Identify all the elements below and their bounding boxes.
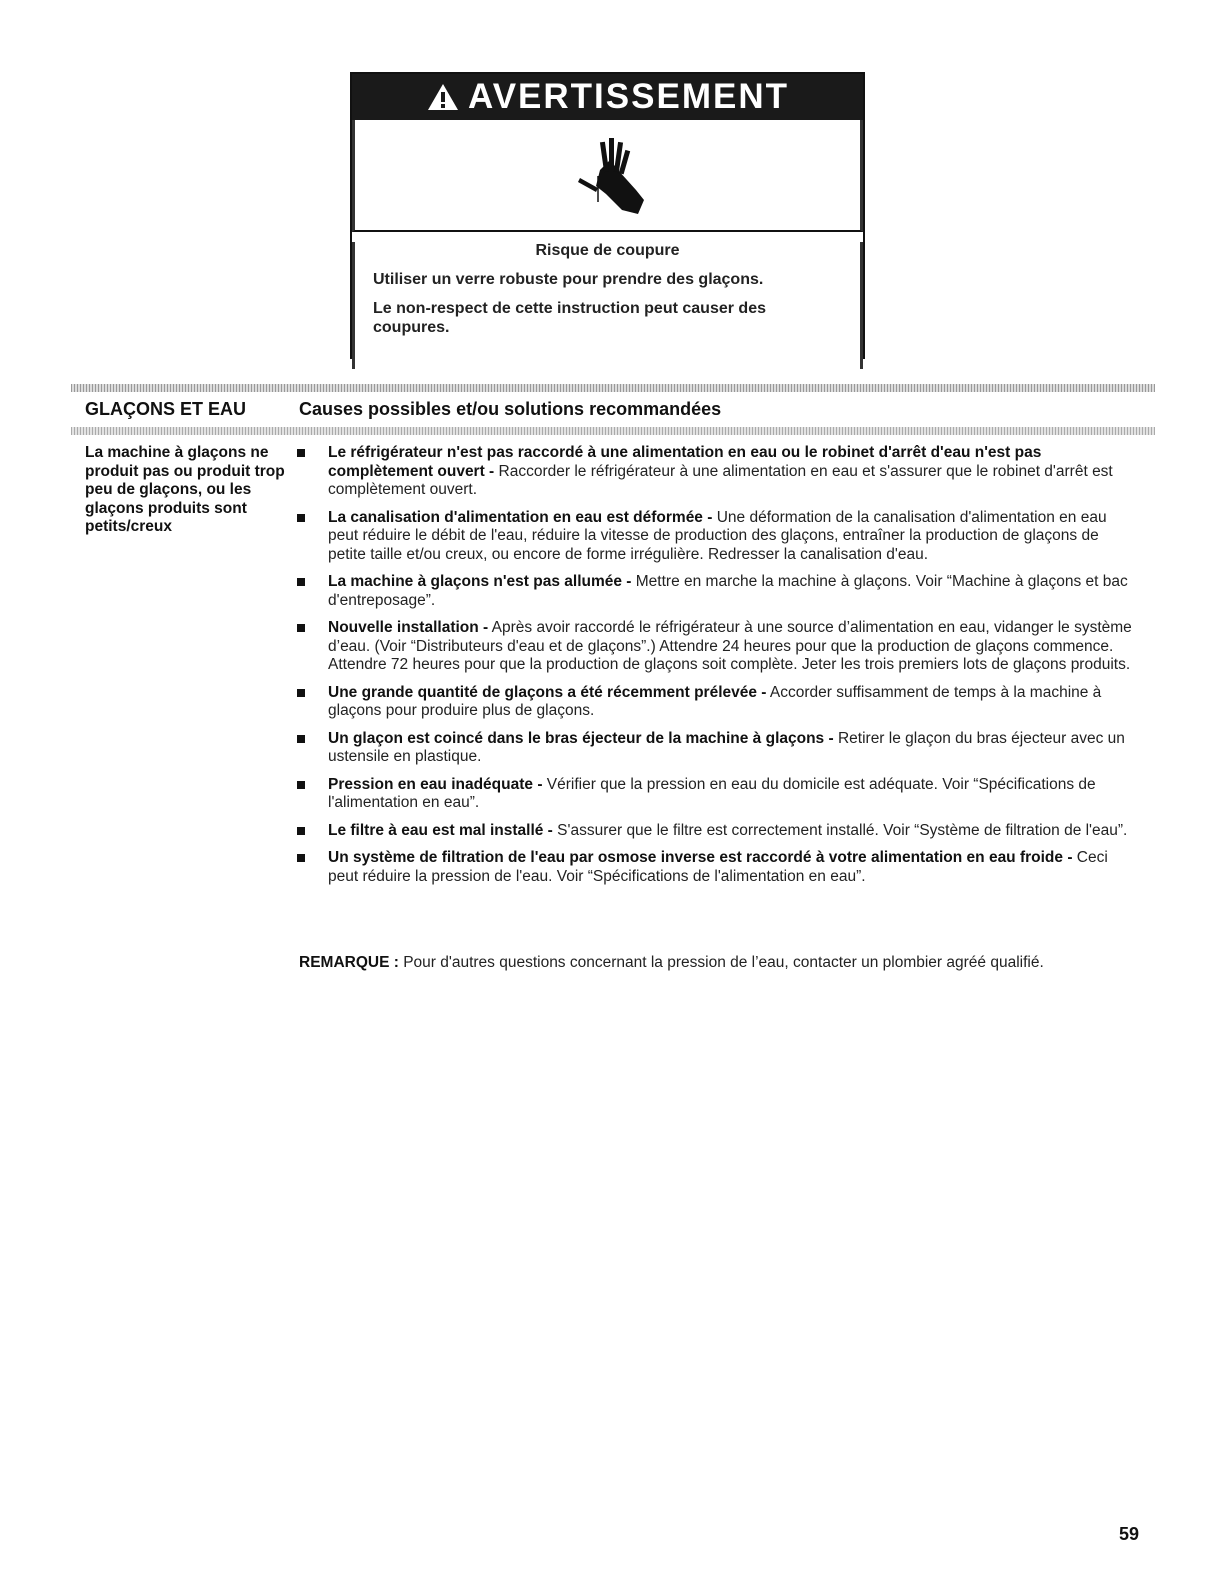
bullet-icon bbox=[297, 781, 305, 789]
warning-title: Risque de coupure bbox=[535, 242, 680, 259]
warning-box bbox=[350, 72, 865, 359]
bullet-icon bbox=[297, 735, 305, 743]
column-header-problem: GLAÇONS ET EAU bbox=[85, 399, 247, 419]
list-item: Le réfrigérateur n'est pas raccordé à une alimentation en eau ou le robinet d'arrêt d'eau n'est pas complètement ouvert - Raccorder le réfrigérateur à une alimentation en eau et s'assurer que le robinet d'arrêt est complètement ouvert. bbox=[294, 444, 1134, 500]
list-item: Un système de filtration de l'eau par osmose inverse est raccordé à votre alimentation en eau froide - Ceci peut réduire la pression de l'eau. Voir “Spécifications de l'alimentation en eau”. bbox=[294, 849, 1134, 886]
bullet-icon bbox=[297, 689, 305, 697]
remark-label: REMARQUE : bbox=[299, 954, 399, 971]
warning-icon-band bbox=[352, 120, 863, 232]
solutions-list bbox=[294, 444, 1134, 895]
warning-consequence: Le non-respect de cette instruction peut causer des coupures. bbox=[373, 300, 766, 336]
warning-triangle-icon bbox=[426, 82, 460, 112]
bullet-icon bbox=[297, 514, 305, 522]
warning-instruction: Utiliser un verre robuste pour prendre des glaçons. bbox=[373, 271, 764, 288]
table-header-rule bbox=[71, 427, 1155, 435]
list-item: Une grande quantité de glaçons a été récemment prélevée - Accorder suffisamment de temps à la machine à glaçons pour produire plus de glaçons. bbox=[294, 684, 1134, 721]
list-item: La machine à glaçons n'est pas allumée - Mettre en marche la machine à glaçons. Voir “Machine à glaçons et bac d'entreposage”. bbox=[294, 573, 1134, 610]
list-item: Nouvelle installation - Après avoir raccordé le réfrigérateur à une source d’alimentation en eau, vidanger le système d’eau. (Voir “Distributeurs d'eau et de glaçons”.) Attendre 24 heures pour que la production de glaçons commence. Attendre 72 heures pour que la production de glaçons soit complète. Jeter les trois premiers lots de glaçons produits. bbox=[294, 619, 1134, 675]
remark-text: Pour d'autres questions concernant la pression de l’eau, contacter un plombier agréé qualifié. bbox=[398, 954, 1044, 971]
table-top-rule bbox=[71, 384, 1155, 392]
bullet-icon bbox=[297, 827, 305, 835]
bullet-icon bbox=[297, 449, 305, 457]
list-item: Le filtre à eau est mal installé - S'assurer que le filtre est correctement installé. Voir “Système de filtration de l'eau”. bbox=[294, 822, 1134, 841]
bullet-icon bbox=[297, 578, 305, 586]
page-number: 59 bbox=[1119, 1524, 1140, 1544]
list-item: Pression en eau inadéquate - Vérifier que la pression en eau du domicile est adéquate. Voir “Spécifications de l'alimentation en eau”. bbox=[294, 776, 1134, 813]
problem-description: La machine à glaçons ne produit pas ou produit trop peu de glaçons, ou les glaçons produits sont petits/creux bbox=[85, 444, 285, 535]
cut-hand-icon bbox=[558, 130, 658, 220]
warning-header-text: AVERTISSEMENT bbox=[468, 77, 789, 116]
bullet-icon bbox=[297, 624, 305, 632]
list-item: Un glaçon est coincé dans le bras éjecteur de la machine à glaçons - Retirer le glaçon du bras éjecteur avec un ustensile en plastique. bbox=[294, 730, 1134, 767]
remark-note bbox=[299, 954, 1119, 973]
warning-text-block bbox=[352, 242, 863, 369]
column-header-solutions: Causes possibles et/ou solutions recommandées bbox=[299, 399, 722, 419]
warning-header bbox=[352, 74, 863, 120]
bullet-icon bbox=[297, 854, 305, 862]
list-item: La canalisation d'alimentation en eau est déformée - Une déformation de la canalisation d'alimentation en eau peut réduire le débit de l'eau, réduire la vitesse de production des glaçons, entraîner la production de glaçons de petite taille et/ou creux, ou encore de forme irrégulière. Redresser la canalisation d'eau. bbox=[294, 509, 1134, 565]
